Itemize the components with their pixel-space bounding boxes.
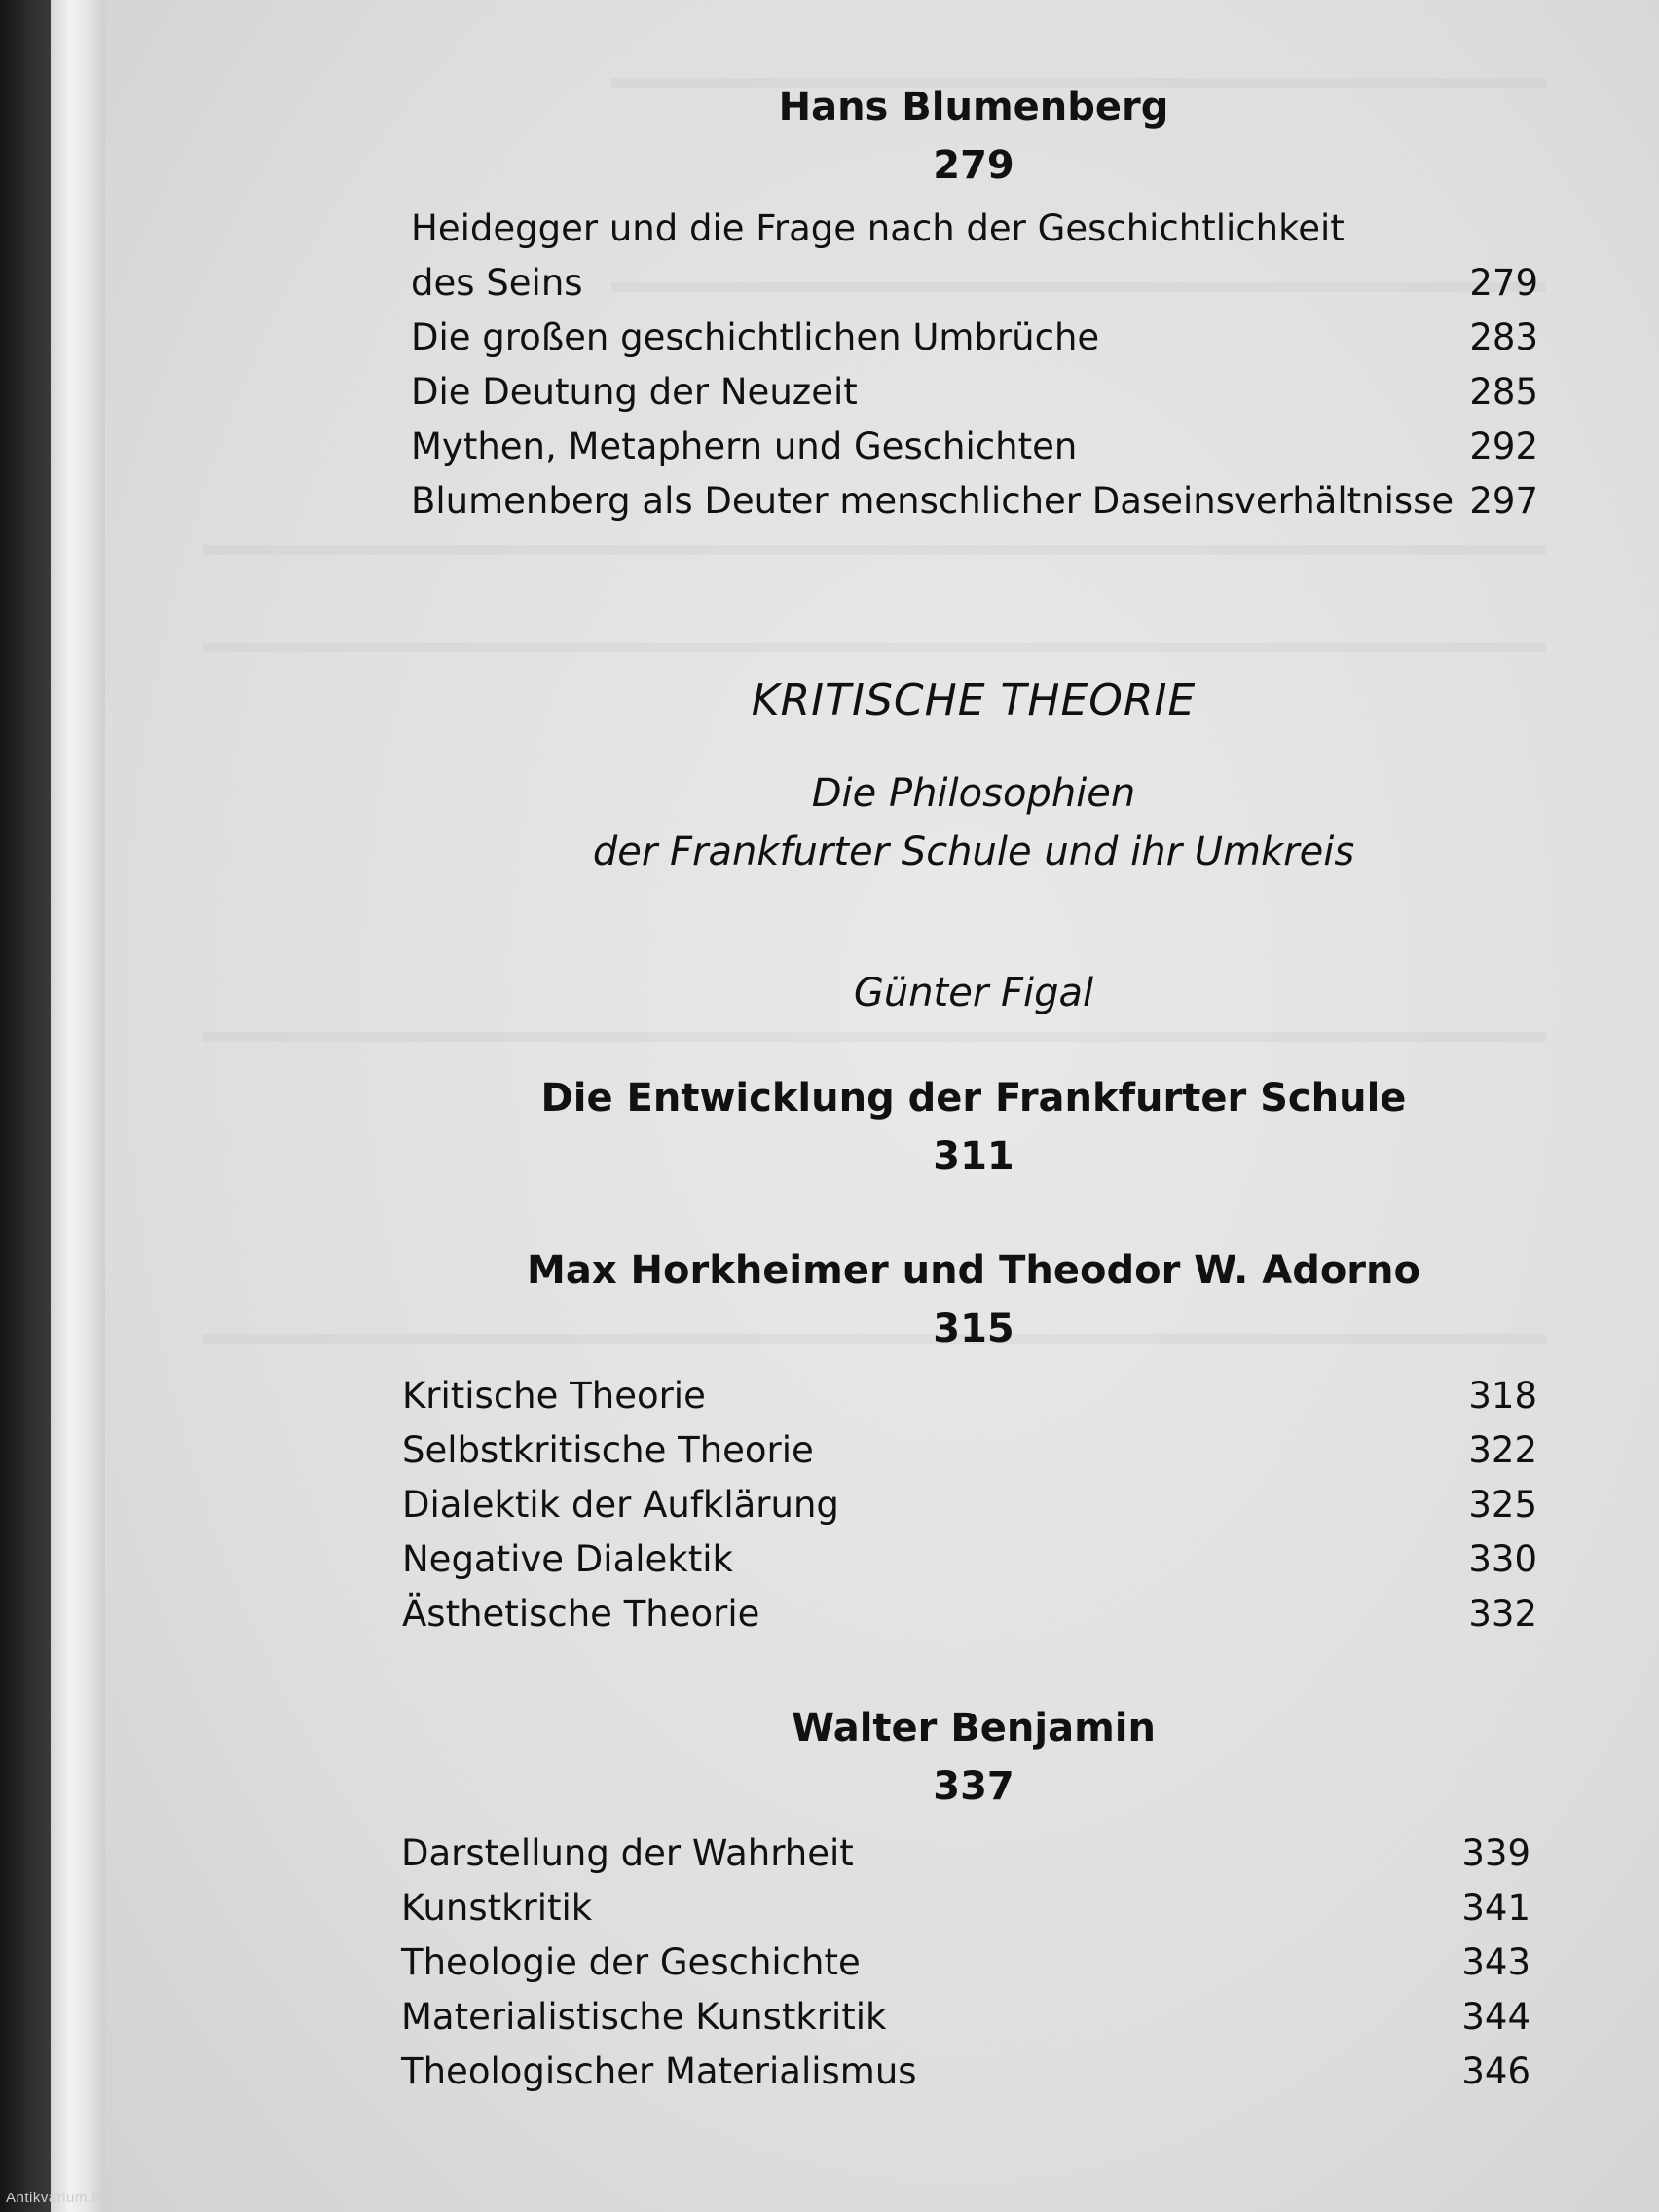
chapter-page-number: 279 bbox=[933, 143, 1014, 188]
chapter-name: Max Horkheimer und Theodor W. Adorno bbox=[527, 1248, 1420, 1293]
toc-entry bbox=[402, 1423, 1537, 1478]
page-edge bbox=[51, 0, 105, 2212]
toc-entry-page: 297 bbox=[1469, 480, 1538, 522]
chapter-name: Hans Blumenberg bbox=[778, 85, 1169, 129]
toc-entry-title: Selbstkritische Theorie bbox=[402, 1429, 814, 1471]
toc-entry bbox=[411, 311, 1538, 365]
toc-entry bbox=[411, 474, 1538, 529]
toc-entry-page: 292 bbox=[1469, 425, 1538, 467]
toc-entry-page: 322 bbox=[1468, 1429, 1537, 1471]
chapter-name: Walter Benjamin bbox=[792, 1706, 1156, 1751]
section-subtitle-line-1: Die Philosophien bbox=[811, 771, 1136, 816]
toc-entry-page: 339 bbox=[1461, 1832, 1530, 1874]
toc-entry bbox=[401, 1826, 1530, 1881]
toc-list-blumenberg bbox=[411, 202, 1538, 529]
toc-entry-page: 341 bbox=[1461, 1887, 1530, 1929]
toc-list-horkheimer-adorno bbox=[402, 1369, 1537, 1641]
toc-entry bbox=[401, 1936, 1530, 1990]
show-through-texture bbox=[203, 545, 1546, 652]
toc-entry bbox=[411, 365, 1538, 420]
toc-entry bbox=[411, 256, 1538, 311]
toc-entry bbox=[411, 420, 1538, 474]
section-author: Günter Figal bbox=[853, 971, 1094, 1015]
toc-entry bbox=[401, 2045, 1530, 2099]
toc-entry-title: Mythen, Metaphern und Geschichten bbox=[411, 425, 1078, 467]
toc-entry-title: Kunstkritik bbox=[401, 1887, 593, 1929]
toc-entry-title: Blumenberg als Deuter menschlicher Daseinsverhältnisse bbox=[411, 480, 1455, 522]
chapter-heading-entwicklung bbox=[389, 1069, 1558, 1186]
toc-entry-title: Dialektik der Aufklärung bbox=[402, 1484, 839, 1526]
toc-entry bbox=[401, 1881, 1530, 1936]
toc-entry bbox=[402, 1478, 1537, 1532]
toc-entry-page: 285 bbox=[1469, 371, 1538, 413]
toc-entry-title: Negative Dialektik bbox=[402, 1538, 733, 1580]
toc-entry-title: Die Deutung der Neuzeit bbox=[411, 371, 858, 413]
toc-entry-title: des Seins bbox=[411, 262, 583, 304]
toc-entry bbox=[401, 1990, 1530, 2045]
toc-entry-page: 279 bbox=[1469, 262, 1538, 304]
watermark-text: Antikvarium.hu bbox=[6, 2190, 110, 2206]
toc-entry-page: 344 bbox=[1461, 1996, 1530, 2038]
toc-entry-title: Theologie der Geschichte bbox=[401, 1941, 861, 1983]
chapter-name: Die Entwicklung der Frankfurter Schule bbox=[540, 1076, 1407, 1121]
toc-entry-page: 283 bbox=[1469, 316, 1538, 358]
chapter-page-number: 337 bbox=[933, 1764, 1014, 1809]
book-spine bbox=[0, 0, 51, 2212]
toc-entry-title: Darstellung der Wahrheit bbox=[401, 1832, 854, 1874]
toc-entry-title: Die großen geschichtlichen Umbrüche bbox=[411, 316, 1100, 358]
toc-entry-page: 330 bbox=[1468, 1538, 1537, 1580]
toc-entry bbox=[411, 202, 1538, 256]
toc-entry-page: 346 bbox=[1461, 2050, 1530, 2092]
toc-entry bbox=[402, 1532, 1537, 1587]
toc-list-benjamin bbox=[401, 1826, 1530, 2099]
toc-entry-title: Heidegger und die Frage nach der Geschichtlichkeit bbox=[411, 207, 1345, 249]
toc-entry-page: 332 bbox=[1468, 1593, 1537, 1635]
toc-entry bbox=[402, 1369, 1537, 1423]
chapter-page-number: 315 bbox=[933, 1307, 1014, 1351]
chapter-heading-benjamin bbox=[389, 1699, 1558, 1816]
toc-entry bbox=[402, 1587, 1537, 1641]
toc-entry-page: 318 bbox=[1468, 1375, 1537, 1417]
toc-entry-title: Theologischer Materialismus bbox=[401, 2050, 917, 2092]
toc-entry-title: Ästhetische Theorie bbox=[402, 1593, 760, 1635]
toc-entry-page: 325 bbox=[1468, 1484, 1537, 1526]
toc-entry-page: 343 bbox=[1461, 1941, 1530, 1983]
chapter-heading-horkheimer-adorno bbox=[389, 1241, 1558, 1358]
section-title: KRITISCHE THEORIE bbox=[751, 676, 1197, 725]
chapter-heading-blumenberg bbox=[389, 78, 1558, 195]
toc-entry-title: Kritische Theorie bbox=[402, 1375, 706, 1417]
section-subtitle-line-2: der Frankfurter Schule und ihr Umkreis bbox=[592, 830, 1355, 874]
chapter-page-number: 311 bbox=[933, 1134, 1014, 1179]
toc-entry-title: Materialistische Kunstkritik bbox=[401, 1996, 887, 2038]
